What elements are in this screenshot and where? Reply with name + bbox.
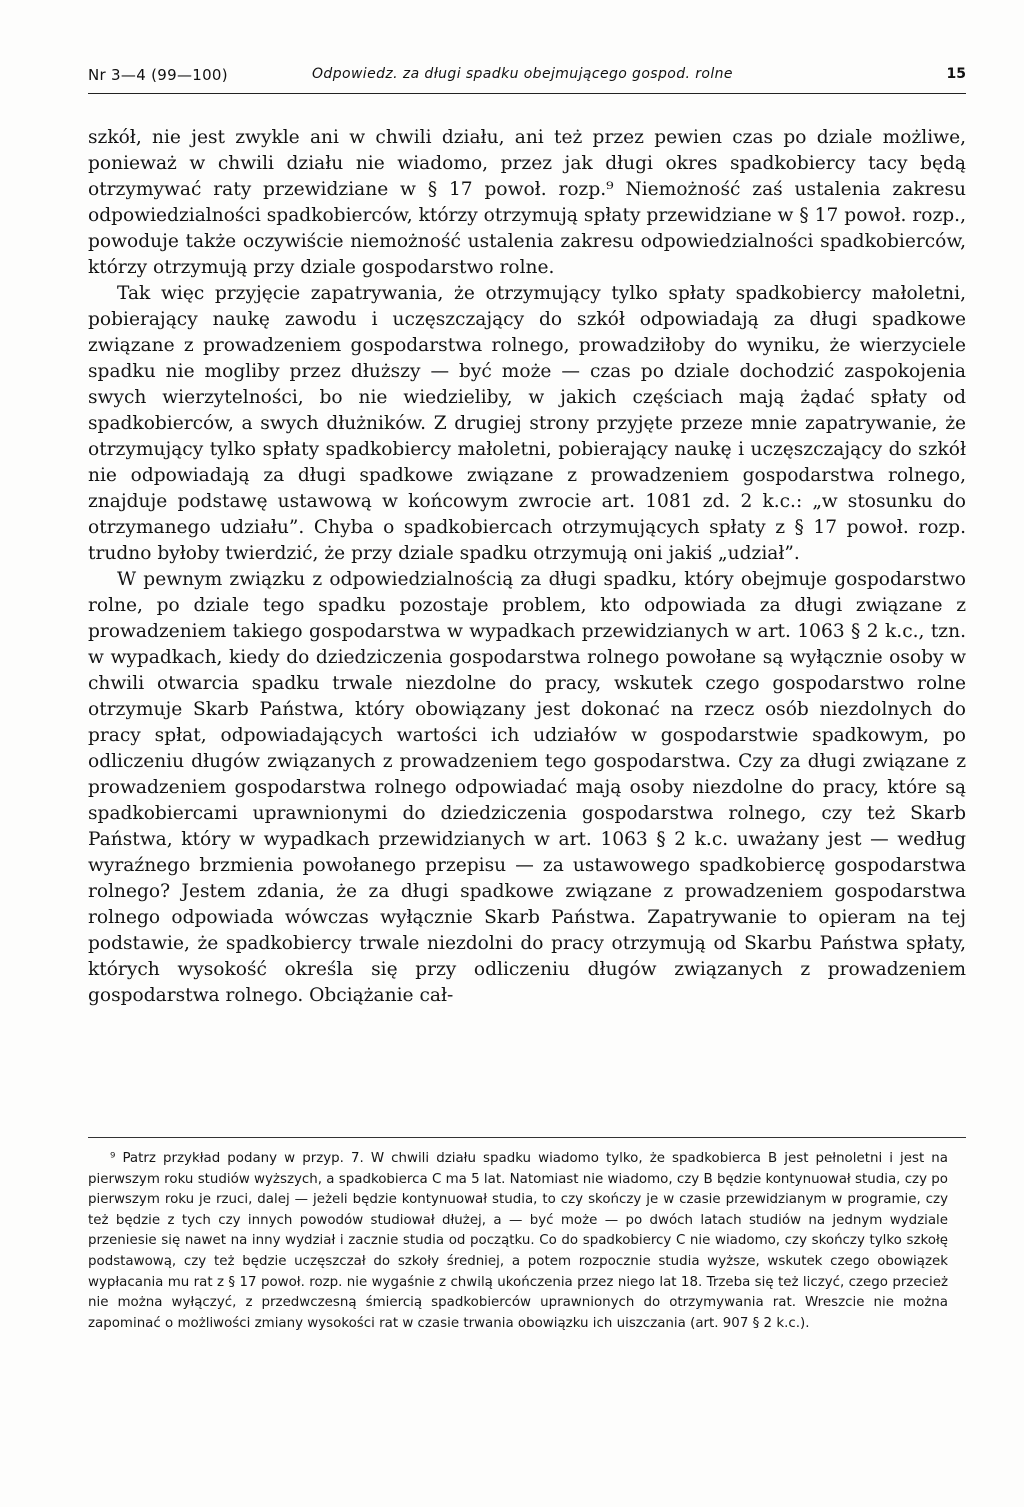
running-title: Odpowiedz. za długi spadku obejmującego gospod. rolne xyxy=(312,66,733,82)
body-text xyxy=(88,125,966,1009)
paragraph-1: szkół, nie jest zwykle ani w chwili działu, ani też przez pewien czas po dziale możliwe, ponieważ w chwili działu nie wiadomo, przez jak długi okres spadkobiercy tacy będą otrzymywać raty przewidziane w § 17 powoł. rozp.⁹ Niemożność zaś ustalenia zakresu odpowiedzialności spadkobierców, którzy otrzymują spłaty przewidziane w § 17 powoł. rozp., powoduje także oczywiście niemożność ustalenia zakresu odpowiedzialności spadkobierców, którzy otrzymują przy dziale gospodarstwo rolne. xyxy=(88,127,966,278)
footnote-rule xyxy=(88,1137,966,1138)
issue-number: Nr 3—4 (99—100) xyxy=(88,66,228,84)
paragraph-3: W pewnym związku z odpowiedzialnością za długi spadku, który obejmuje gospodarstwo rolne, po dziale tego spadku pozostaje problem, kto odpowiada za długi związane z prowadzeniem takiego gospodarstwa w wypadkach przewidzianych w art. 1063 § 2 k.c., tzn. w wypadkach, kiedy do dziedziczenia gospodarstwa rolnego powołane są wyłącznie osoby w chwili otwarcia spadku trwale niezdolne do pracy, wskutek czego gospodarstwo rolne otrzymuje Skarb Państwa, który obowiązany jest dokonać na rzecz osób niezdolnych do pracy spłat, odpowiadających wartości ich udziałów w gospodarstwie spadkowym, po odliczeniu długów związanych z prowadzeniem tego gospodarstwa. Czy za długi związane z prowadzeniem gospodarstwa rolnego odpowiadać mają osoby niezdolne do pracy, które są spadkobiercami uprawnionymi do dziedziczenia gospodarstwa rolnego, czy też Skarb Państwa, który w wypadkach przewidzianych w art. 1063 § 2 k.c. uważany jest — według wyraźnego brzmienia powołanego przepisu — za ustawowego spadkobiercę gospodarstwa rolnego? Jestem zdania, że za długi spadkowe związane z prowadzeniem gospodarstwa rolnego odpowiada wówczas wyłącznie Skarb Państwa. Zapatrywanie to opieram na tej podstawie, że spadkobiercy trwale niezdolni do pracy otrzymują od Skarbu Państwa spłaty, których wysokość określa się przy odliczeniu długów związanych z prowadzeniem gospodarstwa rolnego. Obciążanie cał- xyxy=(88,569,966,1006)
running-header xyxy=(88,62,966,90)
page-number: 15 xyxy=(946,66,966,82)
footnote-9: ⁹ Patrz przykład podany w przyp. 7. W chwili działu spadku wiadomo tylko, że spadkobierca B jest pełnoletni i jest na pierwszym roku studiów wyższych, a spadkobierca C ma 5 lat. Natomiast nie wiadomo, czy B będzie kontynuował studia, czy po pierwszym roku je rzuci, dalej — jeżeli będzie kontynuował studia, to czy skończy je w czasie przewidzianym w programie, czy też będzie z tych czy innych powodów studiował dłużej, a — być może — po dwóch latach studiów na jednym wydziale przeniesie się nawet na inny wydział i zacznie studia od początku. Co do spadkobiercy C nie wiadomo, czy skończy tylko szkołę podstawową, czy też będzie uczęszczał do szkoły średniej, a potem rozpocznie studia wyższe, wskutek czego obowiązek wypłacania mu rat z § 17 powoł. rozp. nie wygaśnie z chwilą ukończenia przez niego lat 18. Trzeba się też liczyć, czego przecież nie można wyłączyć, z przedwczesną śmiercią spadkobierców uprawnionych do otrzymywania rat. Wreszcie nie można zapominać o możliwości zmiany wysokości rat w czasie trwania obowiązku ich uiszczania (art. 907 § 2 k.c.). xyxy=(88,1151,948,1331)
header-rule xyxy=(88,93,966,94)
paragraph-2: Tak więc przyjęcie zapatrywania, że otrzymujący tylko spłaty spadkobiercy małoletni, pobierający naukę zawodu i uczęszczający do szkół odpowiadają za długi spadkowe związane z prowadzeniem gospodarstwa rolnego, prowadziłoby do wyniku, że wierzyciele spadku nie mogliby przez dłuższy — być może — czas po dziale dochodzić zaspokojenia swych wierzytelności, bo nie wiedzieliby, w jakich częściach mają żądać spłaty od spadkobierców, a swych dłużników. Z drugiej strony przyjęte przeze mnie zapatrywanie, że otrzymujący tylko spłaty spadkobiercy małoletni, pobierający naukę i uczęszczający do szkół nie odpowiadają za długi spadkowe związane z prowadzeniem gospodarstwa rolnego, znajduje podstawę ustawową w końcowym zwrocie art. 1081 zd. 2 k.c.: „w stosunku do otrzymanego udziału”. Chyba o spadkobiercach otrzymujących spłaty z § 17 powoł. rozp. trudno byłoby twierdzić, że przy dziale spadku otrzymują oni jakiś „udział”. xyxy=(88,283,966,564)
